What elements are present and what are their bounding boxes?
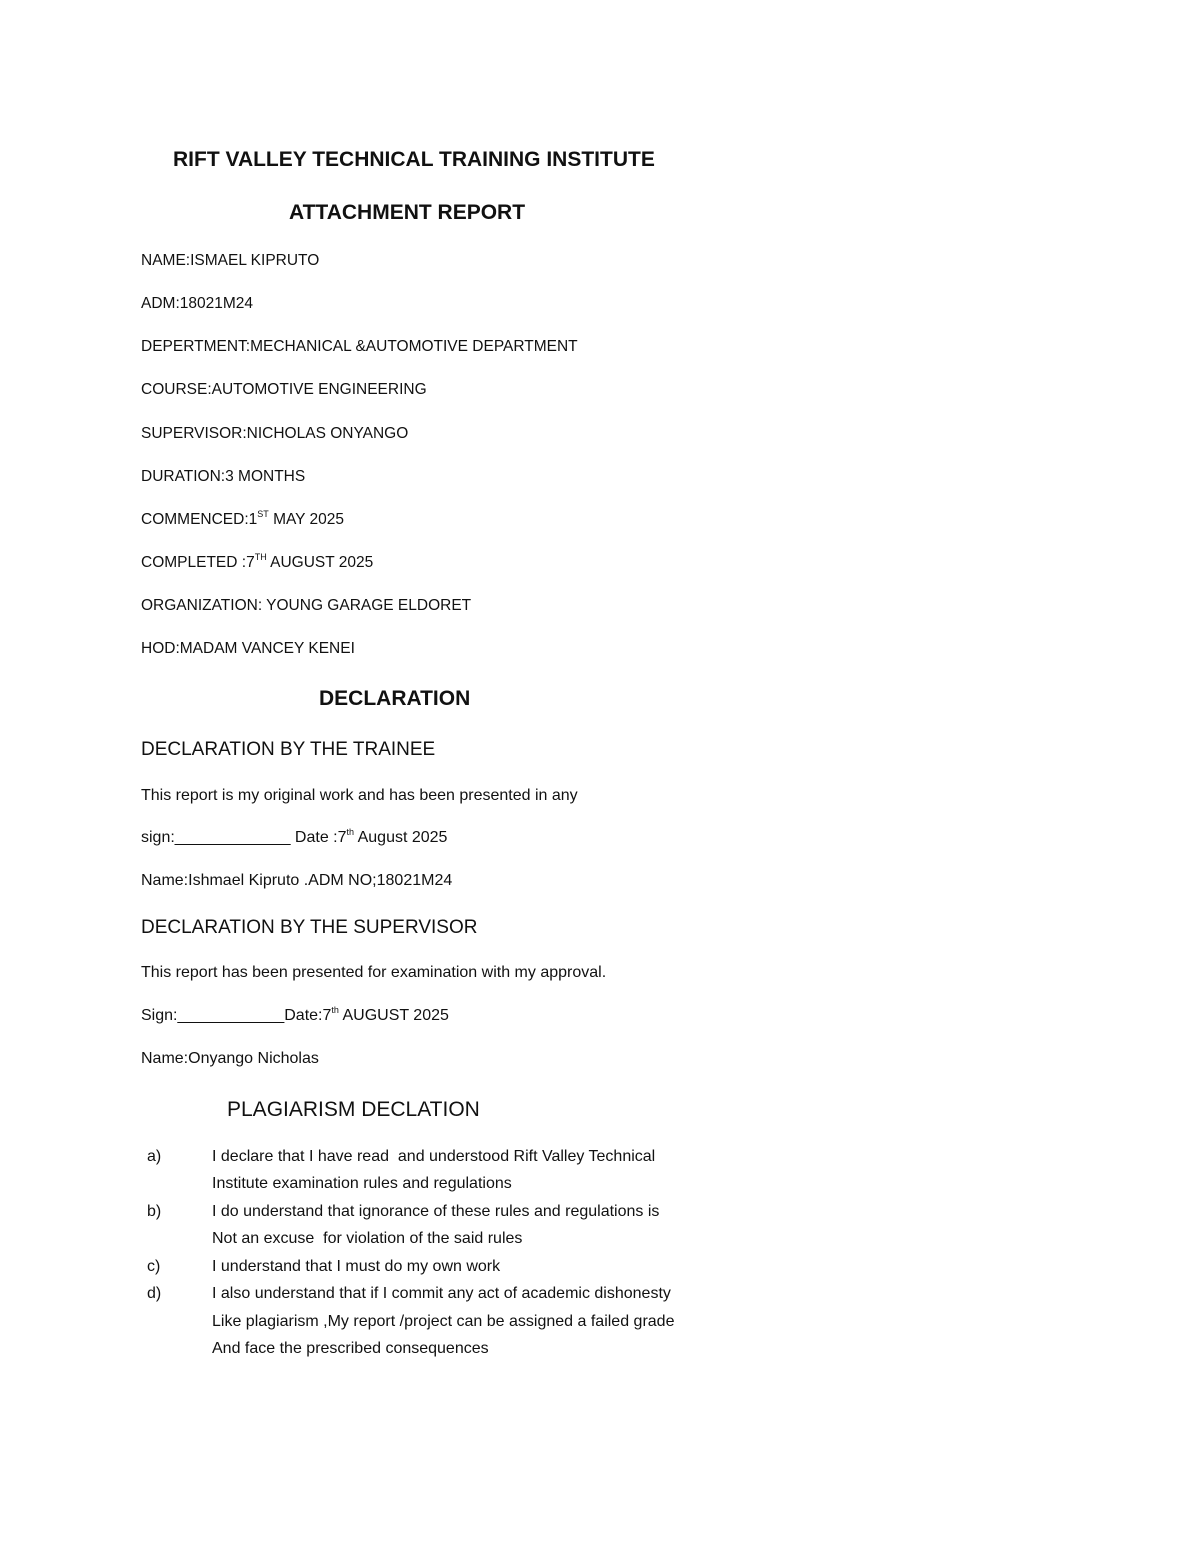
field-completed [141, 552, 374, 571]
trainee-date: August 2025 [354, 829, 448, 846]
commenced-text: COMMENCED:1 [141, 511, 258, 528]
supervisor-sign-text: Sign:____________Date:7 [141, 1007, 332, 1024]
supervisor-statement: This report has been presented for examination with my approval. [141, 964, 607, 981]
supervisor-date: AUGUST 2025 [338, 1007, 449, 1024]
trainee-statement: This report is my original work and has been presented in any [141, 787, 578, 804]
field-supervisor: SUPERVISOR:NICHOLAS ONYANGO [141, 425, 409, 442]
list-item-text: I understand that I must do my own work [212, 1258, 501, 1275]
field-department: DEPERTMENT:MECHANICAL &AUTOMOTIVE DEPARTMENT [141, 338, 578, 355]
list-item-text: Institute examination rules and regulations [212, 1175, 512, 1192]
completed-text: COMPLETED :7 [141, 554, 255, 571]
field-duration: DURATION:3 MONTHS [141, 468, 306, 485]
list-item-text: I do understand that ignorance of these rules and regulations is [212, 1203, 660, 1220]
list-item-text: Not an excuse for violation of the said rules [212, 1230, 523, 1247]
plagiarism-title: PLAGIARISM DECLATION [227, 1098, 480, 1121]
report-title: ATTACHMENT REPORT [289, 201, 526, 224]
trainee-date-ordinal: th [346, 827, 355, 837]
supervisor-name: Name:Onyango Nicholas [141, 1050, 319, 1067]
completed-date: AUGUST 2025 [266, 554, 374, 571]
commenced-ordinal: ST [257, 509, 269, 519]
list-item-label: b) [147, 1203, 162, 1220]
list-item-text: Like plagiarism ,My report /project can be assigned a failed grade [212, 1313, 675, 1330]
institute-title: RIFT VALLEY TECHNICAL TRAINING INSTITUTE [173, 148, 655, 171]
list-item-label: a) [147, 1148, 162, 1165]
completed-ordinal: TH [254, 552, 267, 562]
list-item-text: And face the prescribed consequences [212, 1340, 489, 1357]
field-hod: HOD:MADAM VANCEY KENEI [141, 640, 355, 657]
list-item-text: I also understand that if I commit any act of academic dishonesty [212, 1285, 671, 1302]
field-name: NAME:ISMAEL KIPRUTO [141, 252, 320, 269]
declaration-title: DECLARATION [319, 687, 471, 710]
field-course: COURSE:AUTOMOTIVE ENGINEERING [141, 381, 427, 398]
field-adm: ADM:18021M24 [141, 295, 254, 312]
supervisor-sign-line [141, 1005, 449, 1024]
trainee-sign-line [141, 827, 448, 846]
list-item-text: I declare that I have read and understood Rift Valley Technical [212, 1148, 656, 1165]
trainee-declaration-heading: DECLARATION BY THE TRAINEE [141, 739, 436, 760]
list-item-label: c) [147, 1258, 161, 1275]
list-item-label: d) [147, 1285, 162, 1302]
field-organization: ORGANIZATION: YOUNG GARAGE ELDORET [141, 597, 472, 614]
trainee-name: Name:Ishmael Kipruto .ADM NO;18021M24 [141, 872, 453, 889]
supervisor-date-ordinal: th [331, 1005, 339, 1015]
trainee-sign-text: sign:_____________ Date :7 [141, 829, 347, 846]
supervisor-declaration-heading: DECLARATION BY THE SUPERVISOR [141, 917, 478, 938]
commenced-date: MAY 2025 [268, 511, 345, 528]
field-commenced [141, 509, 345, 528]
